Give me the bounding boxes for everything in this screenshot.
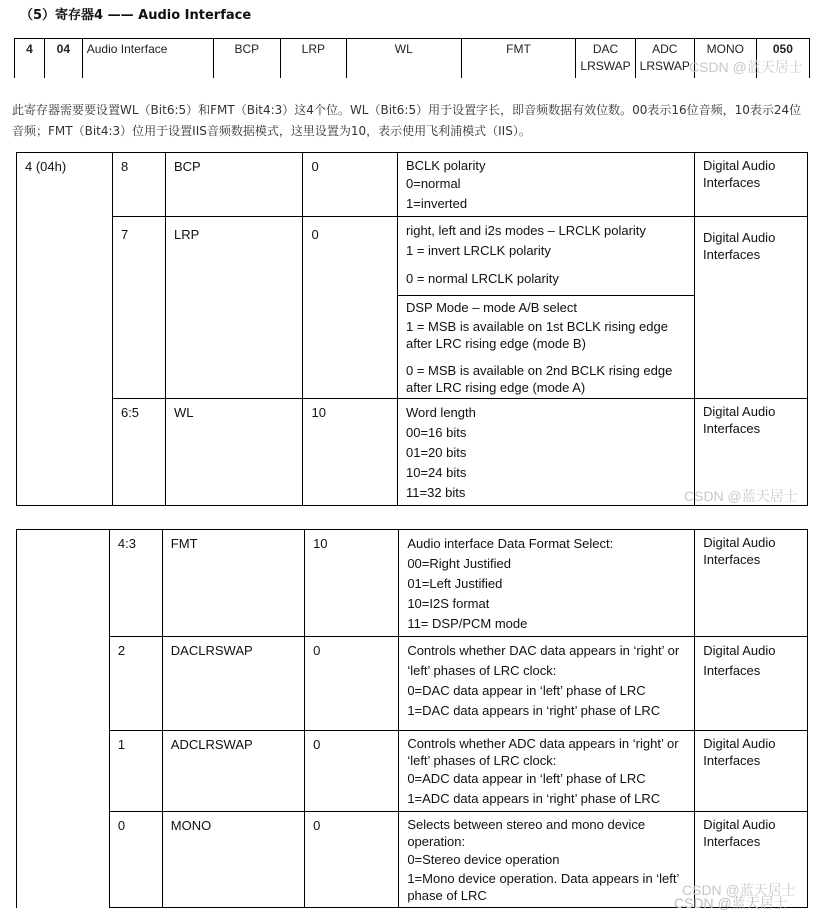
desc-line: 11= DSP/PCM mode [407, 616, 528, 631]
default-cell: 0 [305, 812, 399, 908]
summary-cell-name: Audio Interface [82, 39, 213, 79]
desc-line: 11=32 bits [406, 485, 466, 500]
summary-cell-address: 4 [15, 39, 45, 79]
name-cell: LRP [165, 217, 302, 399]
bit-cell: 4:3 [109, 530, 162, 637]
desc-line: 1 = MSB is available on 1st BCLK rising edge after LRC rising edge (mode B) [406, 319, 668, 351]
desc-line: 1=ADC data appears in ‘right’ phase of LRC [407, 791, 661, 806]
name-cell: MONO [162, 812, 304, 908]
bit-cell: 6:5 [112, 399, 165, 506]
default-cell: 0 [303, 217, 398, 399]
description-paragraph: 此寄存器需要要设置WL（Bit6:5）和FMT（Bit4:3）这4个位。WL（Bit6:5）用于设置字长，即音频数据有效位数。00表示16位音频，10表示24位音频；FMT（Bit4:3）位用于设置IIS音频数据模式，这里设置为10，表示使用飞利浦模式（IIS）。 [12, 103, 802, 138]
name-cell: FMT [162, 530, 304, 637]
table-row [17, 637, 808, 731]
description-cell [399, 812, 695, 908]
default-cell: 0 [305, 637, 399, 731]
desc-line: Selects between stereo and mono device operation: [407, 817, 646, 849]
name-cell: ADCLRSWAP [162, 731, 304, 812]
watermark: CSDN @蓝天居士 [674, 895, 788, 911]
desc-line: 00=Right Justified [407, 556, 512, 571]
desc-line: 0=normal [406, 176, 461, 191]
desc-line: 00=16 bits [406, 425, 467, 440]
desc-line: 10=24 bits [406, 465, 467, 480]
watermark: CSDN @蓝天居士 [682, 882, 796, 898]
desc-line: BCLK polarity [406, 158, 486, 173]
description-cell [398, 217, 695, 399]
summary-cell-hex: 04 [44, 39, 82, 79]
desc-line: Audio interface Data Format Select: [407, 536, 614, 551]
name-cell: DACLRSWAP [162, 637, 304, 731]
summary-cell-mono: MONO [694, 39, 756, 79]
address-cell: 4 (04h) [17, 153, 113, 506]
description-cell [398, 399, 695, 506]
desc-line: 0=DAC data appear in ‘left’ phase of LRC [407, 683, 646, 698]
desc-line: 1=Mono device operation. Data appears in ‘left’ phase of LRC [407, 871, 679, 903]
desc-line: 0=Stereo device operation [407, 852, 560, 867]
register-detail-table-2 [16, 529, 808, 908]
reference-cell: Digital Audio Interfaces [695, 399, 808, 506]
name-cell: BCP [165, 153, 302, 217]
desc-line: 0=ADC data appear in ‘left’ phase of LRC [407, 771, 646, 786]
summary-cell-lrp: LRP [280, 39, 346, 79]
desc-line: DSP Mode – mode A/B select [406, 300, 578, 315]
bit-cell: 8 [112, 153, 165, 217]
watermark: CSDN @蓝天居士 [689, 59, 803, 75]
summary-cell-default: 050 [756, 39, 809, 79]
desc-line: 1=inverted [406, 196, 468, 211]
address-cell-empty [17, 530, 110, 908]
summary-cell-daclrswap: DAC LRSWAP [576, 39, 635, 79]
watermark: CSDN @蓝天居士 [684, 488, 798, 504]
section-heading: （5）寄存器4 —— Audio Interface [20, 8, 252, 23]
table-row [17, 153, 808, 217]
register-detail-table-1 [16, 152, 808, 506]
description-cell [399, 731, 695, 812]
bit-cell: 7 [112, 217, 165, 399]
table-row [17, 731, 808, 812]
default-cell: 10 [305, 530, 399, 637]
reference-cell: Digital Audio Interfaces [695, 217, 808, 399]
table-row [17, 217, 808, 399]
summary-cell-wl: WL [347, 39, 461, 79]
reference-cell: Digital Audio Interfaces [695, 153, 808, 217]
desc-line: 01=Left Justified [407, 576, 503, 591]
name-cell: WL [165, 399, 302, 506]
summary-cell-fmt: FMT [461, 39, 576, 79]
description-cell [399, 637, 695, 731]
desc-line: Word length [406, 405, 476, 420]
desc-line: Controls whether ADC data appears in ‘right’ or ‘left’ phases of LRC clock: [407, 736, 679, 768]
reference-cell: Digital Audio Interfaces [695, 637, 808, 731]
table-row [17, 530, 808, 637]
desc-line: 1 = invert LRCLK polarity [406, 243, 551, 258]
dsp-mode-section [398, 295, 694, 396]
bit-cell: 1 [109, 731, 162, 812]
reference-cell: Digital Audio Interfaces [695, 530, 808, 637]
bit-cell: 2 [109, 637, 162, 731]
reference-cell: Digital Audio Interfaces [695, 812, 808, 908]
desc-line: 0 = MSB is available on 2nd BCLK rising edge after LRC rising edge (mode A) [406, 363, 673, 395]
default-cell: 0 [303, 153, 398, 217]
default-cell: 0 [305, 731, 399, 812]
default-cell: 10 [303, 399, 398, 506]
description-cell [399, 530, 695, 637]
desc-line: 0 = normal LRCLK polarity [406, 271, 559, 286]
desc-line: 01=20 bits [406, 445, 467, 460]
description-cell [398, 153, 695, 217]
bit-cell: 0 [109, 812, 162, 908]
desc-line: 1=DAC data appears in ‘right’ phase of LRC [407, 703, 661, 718]
summary-cell-adclrswap: ADC LRSWAP [635, 39, 694, 79]
reference-cell: Digital Audio Interfaces [695, 731, 808, 812]
desc-line: Controls whether DAC data appears in ‘right’ or ‘left’ phases of LRC clock: [407, 643, 680, 678]
summary-cell-bcp: BCP [214, 39, 281, 79]
desc-line: 10=I2S format [407, 596, 490, 611]
desc-line: right, left and i2s modes – LRCLK polarity [406, 223, 646, 238]
